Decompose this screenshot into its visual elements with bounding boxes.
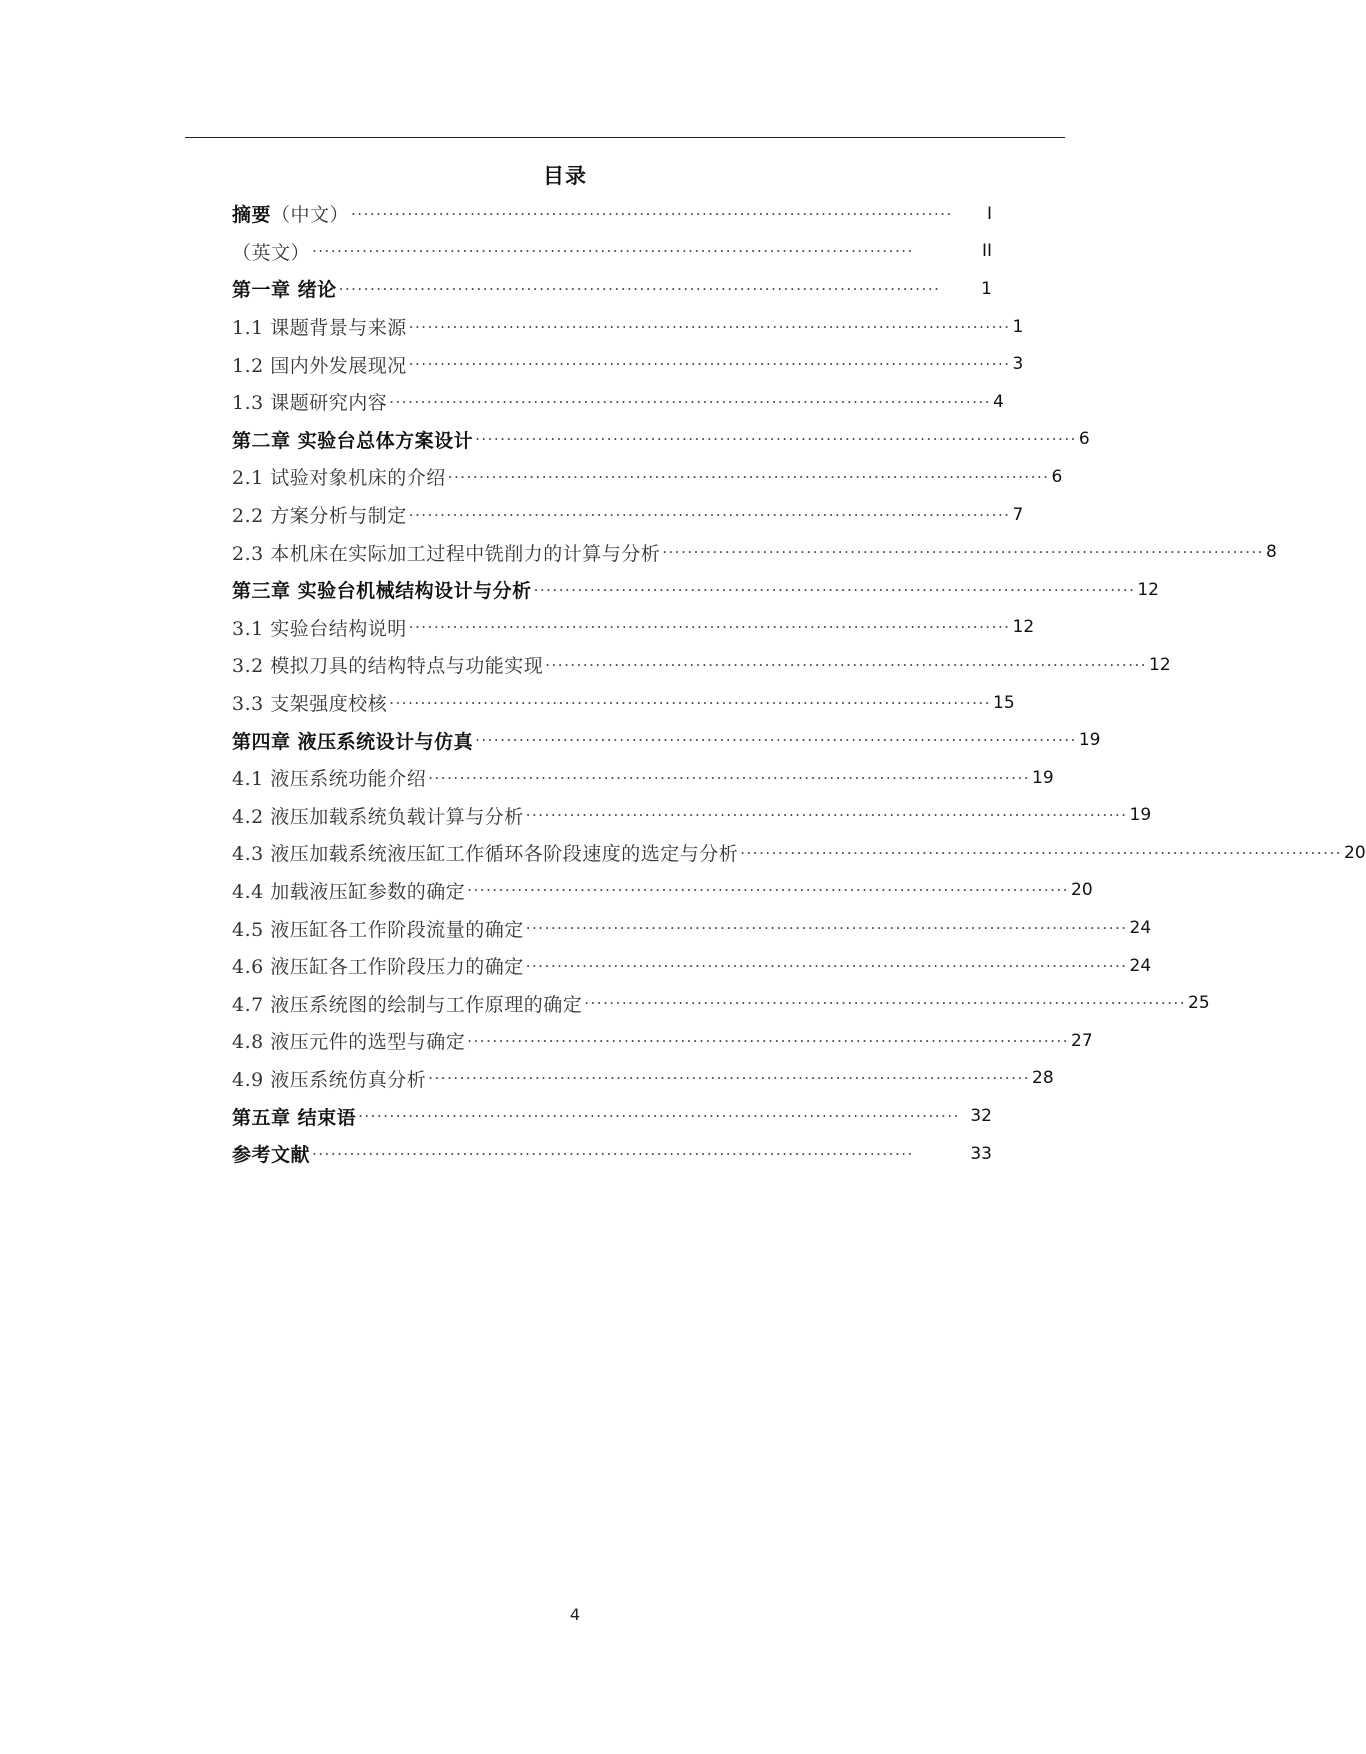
toc-entry[interactable] bbox=[232, 984, 1210, 1022]
toc-page-number: 19 bbox=[1032, 767, 1054, 788]
toc-leader-dots: ································································································ bbox=[408, 505, 1011, 524]
toc-entry-text: 1.3 课题研究内容 bbox=[232, 392, 388, 415]
toc-page-number: 7 bbox=[1012, 504, 1024, 525]
toc-leader-dots: ································································································ bbox=[525, 806, 1128, 825]
toc-leader-dots: ································································································ bbox=[467, 881, 1069, 900]
toc-entry[interactable] bbox=[232, 496, 1024, 534]
toc-entry[interactable] bbox=[232, 345, 1024, 383]
toc-page-number: 19 bbox=[1129, 805, 1152, 826]
toc-page-number: 1 bbox=[981, 278, 992, 299]
toc-entry-text: 2.1 试验对象机床的介绍 bbox=[232, 467, 446, 490]
toc-page-number: 15 bbox=[993, 692, 1015, 713]
toc-entry[interactable] bbox=[232, 646, 1171, 684]
toc-entry-text: 4.3 液压加载系统液压缸工作循环各阶段速度的选定与分析 bbox=[232, 843, 739, 866]
toc-leader-dots: ································································································ bbox=[475, 731, 1077, 750]
toc-entry-text: 参考文献 bbox=[232, 1144, 311, 1167]
toc-entry-label bbox=[232, 275, 337, 302]
toc-page-number: 25 bbox=[1188, 993, 1210, 1014]
toc-page-number: 12 bbox=[1149, 654, 1171, 675]
toc-page-number: 24 bbox=[1129, 918, 1152, 939]
toc-page-number: 4 bbox=[993, 391, 1004, 412]
toc-entry-label bbox=[232, 351, 407, 378]
toc-leader-dots: ································································································ bbox=[389, 392, 991, 411]
toc-page-number: 6 bbox=[1051, 466, 1063, 487]
toc-chapter-entry[interactable] bbox=[232, 421, 1090, 459]
toc-leader-dots: ································································································ bbox=[428, 768, 1030, 787]
toc-leader-dots: ································································································ bbox=[525, 956, 1128, 975]
toc-entry-text: 4.7 液压系统图的绘制与工作原理的确定 bbox=[232, 993, 583, 1016]
toc-page-number: 24 bbox=[1129, 955, 1152, 976]
toc-leader-dots: ································································································ bbox=[408, 618, 1011, 637]
toc-entry[interactable] bbox=[232, 947, 1152, 985]
toc-leader-dots: ································································································ bbox=[312, 1144, 914, 1163]
toc-entry-text: 4.6 液压缸各工作阶段压力的确定 bbox=[232, 956, 524, 979]
header-rule bbox=[185, 137, 1065, 138]
toc-entry-text: 第五章 结束语 bbox=[232, 1106, 357, 1129]
toc-page-number: 6 bbox=[1078, 429, 1090, 450]
toc-page-number: 20 bbox=[1071, 880, 1093, 901]
toc-entry[interactable] bbox=[232, 872, 1093, 910]
toc-entry-label bbox=[232, 802, 524, 829]
toc-page-number: 33 bbox=[970, 1143, 992, 1164]
toc-entry-text: 第二章 实验台总体方案设计 bbox=[232, 429, 474, 452]
toc-chapter-entry[interactable] bbox=[232, 270, 992, 308]
toc-entry-label bbox=[232, 388, 387, 415]
toc-title: 目录 bbox=[543, 164, 587, 188]
toc-entry[interactable] bbox=[232, 1060, 1054, 1098]
page-number: 4 bbox=[569, 1605, 581, 1624]
toc-page-number: 1 bbox=[1012, 316, 1024, 337]
toc-page-number: II bbox=[981, 241, 992, 262]
toc-leader-dots: ································································································ bbox=[447, 467, 1050, 486]
toc-leader-dots: ································································································ bbox=[408, 355, 1011, 374]
toc-entry-text: 4.2 液压加载系统负载计算与分析 bbox=[232, 805, 524, 828]
toc-chapter-entry[interactable] bbox=[232, 1097, 992, 1135]
toc-page-number: 3 bbox=[1012, 354, 1024, 375]
toc-entry-text: 4.8 液压元件的选型与确定 bbox=[232, 1031, 466, 1054]
toc-entry[interactable] bbox=[232, 909, 1152, 947]
toc-page-number: 12 bbox=[1012, 617, 1035, 638]
toc-leader-dots: ································································································ bbox=[408, 317, 1011, 336]
toc-entry-label bbox=[232, 1065, 426, 1092]
toc-entry[interactable] bbox=[232, 233, 992, 271]
toc-leader-dots: ································································································ bbox=[662, 543, 1264, 562]
toc-entry-label bbox=[232, 689, 387, 716]
toc-entry-label bbox=[232, 614, 407, 641]
toc-leader-dots: ································································································ bbox=[475, 430, 1077, 449]
toc-page-number: 28 bbox=[1032, 1068, 1054, 1089]
toc-entry-label bbox=[232, 651, 543, 678]
toc-entry-text: 2.2 方案分析与制定 bbox=[232, 505, 407, 528]
toc-entry-label bbox=[232, 238, 310, 265]
toc-page-number: 12 bbox=[1137, 579, 1159, 600]
toc-entry-text: 4.5 液压缸各工作阶段流量的确定 bbox=[232, 918, 524, 941]
toc-entry-text: 3.3 支架强度校核 bbox=[232, 693, 388, 716]
toc-entry-text: （中文） bbox=[271, 204, 350, 227]
toc-entry-text: 4.1 液压系统功能介绍 bbox=[232, 768, 427, 791]
toc-entry[interactable] bbox=[232, 759, 1054, 797]
toc-page-number: 32 bbox=[970, 1106, 992, 1127]
toc-entry-label bbox=[232, 915, 524, 942]
toc-entry-prefix: 摘要 bbox=[232, 204, 272, 227]
toc-entry[interactable] bbox=[232, 308, 1024, 346]
toc-leader-dots: ································································································ bbox=[533, 580, 1136, 599]
toc-entry-label bbox=[232, 1140, 310, 1167]
toc-entry-label bbox=[232, 990, 582, 1017]
toc-entry-text: （英文） bbox=[232, 241, 311, 264]
toc-leader-dots: ································································································ bbox=[584, 994, 1186, 1013]
toc-page-number: I bbox=[986, 203, 992, 224]
toc-leader-dots: ································································································ bbox=[467, 1031, 1069, 1050]
toc-leader-dots: ································································································ bbox=[351, 204, 953, 223]
toc-page-number: 19 bbox=[1078, 730, 1101, 751]
toc-entry-text: 4.4 加载液压缸参数的确定 bbox=[232, 880, 466, 903]
toc-entry-label bbox=[232, 200, 349, 227]
toc-entry-text: 3.1 实验台结构说明 bbox=[232, 617, 407, 640]
toc-leader-dots: ································································································ bbox=[358, 1107, 960, 1126]
toc-entry[interactable] bbox=[232, 684, 1015, 722]
toc-entry-label bbox=[232, 877, 465, 904]
toc-entry-label bbox=[232, 463, 446, 490]
toc-entry-text: 第四章 液压系统设计与仿真 bbox=[232, 730, 474, 753]
toc-entry-text: 3.2 模拟刀具的结构特点与功能实现 bbox=[232, 655, 544, 678]
toc-leader-dots: ································································································ bbox=[428, 1069, 1030, 1088]
toc-entry-label bbox=[232, 313, 407, 340]
toc-entry-text: 第三章 实验台机械结构设计与分析 bbox=[232, 580, 532, 603]
toc-entry-label bbox=[232, 501, 407, 528]
table-of-contents bbox=[232, 195, 1366, 1172]
toc-chapter-entry[interactable] bbox=[232, 721, 1101, 759]
toc-chapter-entry[interactable] bbox=[232, 1135, 992, 1173]
toc-entry-label bbox=[232, 727, 473, 754]
toc-leader-dots: ································································································ bbox=[312, 242, 914, 261]
toc-entry-label bbox=[232, 576, 532, 603]
toc-entry[interactable] bbox=[232, 797, 1152, 835]
toc-entry-label bbox=[232, 1103, 356, 1130]
toc-entry-text: 第一章 绪论 bbox=[232, 279, 337, 302]
toc-entry-label bbox=[232, 764, 426, 791]
toc-entry-label bbox=[232, 952, 524, 979]
toc-entry-label bbox=[232, 539, 660, 566]
toc-entry-text: 1.2 国内外发展现况 bbox=[232, 354, 407, 377]
toc-entry[interactable] bbox=[232, 458, 1063, 496]
toc-page-number: 8 bbox=[1266, 542, 1277, 563]
toc-leader-dots: ································································································ bbox=[389, 693, 991, 712]
toc-entry-label bbox=[232, 1027, 465, 1054]
toc-leader-dots: ································································································ bbox=[545, 655, 1147, 674]
toc-entry[interactable] bbox=[232, 533, 1277, 571]
toc-leader-dots: ································································································ bbox=[525, 919, 1128, 938]
toc-entry[interactable] bbox=[232, 1022, 1093, 1060]
toc-entry[interactable] bbox=[232, 195, 992, 233]
toc-page-number: 20 bbox=[1344, 842, 1366, 863]
toc-page-number: 27 bbox=[1071, 1030, 1093, 1051]
toc-leader-dots: ································································································ bbox=[338, 279, 941, 298]
toc-entry-text: 4.9 液压系统仿真分析 bbox=[232, 1068, 427, 1091]
toc-leader-dots: ································································································ bbox=[740, 843, 1342, 862]
toc-entry-text: 1.1 课题背景与来源 bbox=[232, 317, 407, 340]
toc-entry[interactable] bbox=[232, 609, 1035, 647]
toc-entry[interactable] bbox=[232, 834, 1366, 872]
toc-chapter-entry[interactable] bbox=[232, 571, 1159, 609]
toc-entry-label bbox=[232, 839, 738, 866]
toc-entry-label bbox=[232, 426, 473, 453]
toc-entry-text: 2.3 本机床在实际加工过程中铣削力的计算与分析 bbox=[232, 542, 661, 565]
toc-entry[interactable] bbox=[232, 383, 1004, 421]
